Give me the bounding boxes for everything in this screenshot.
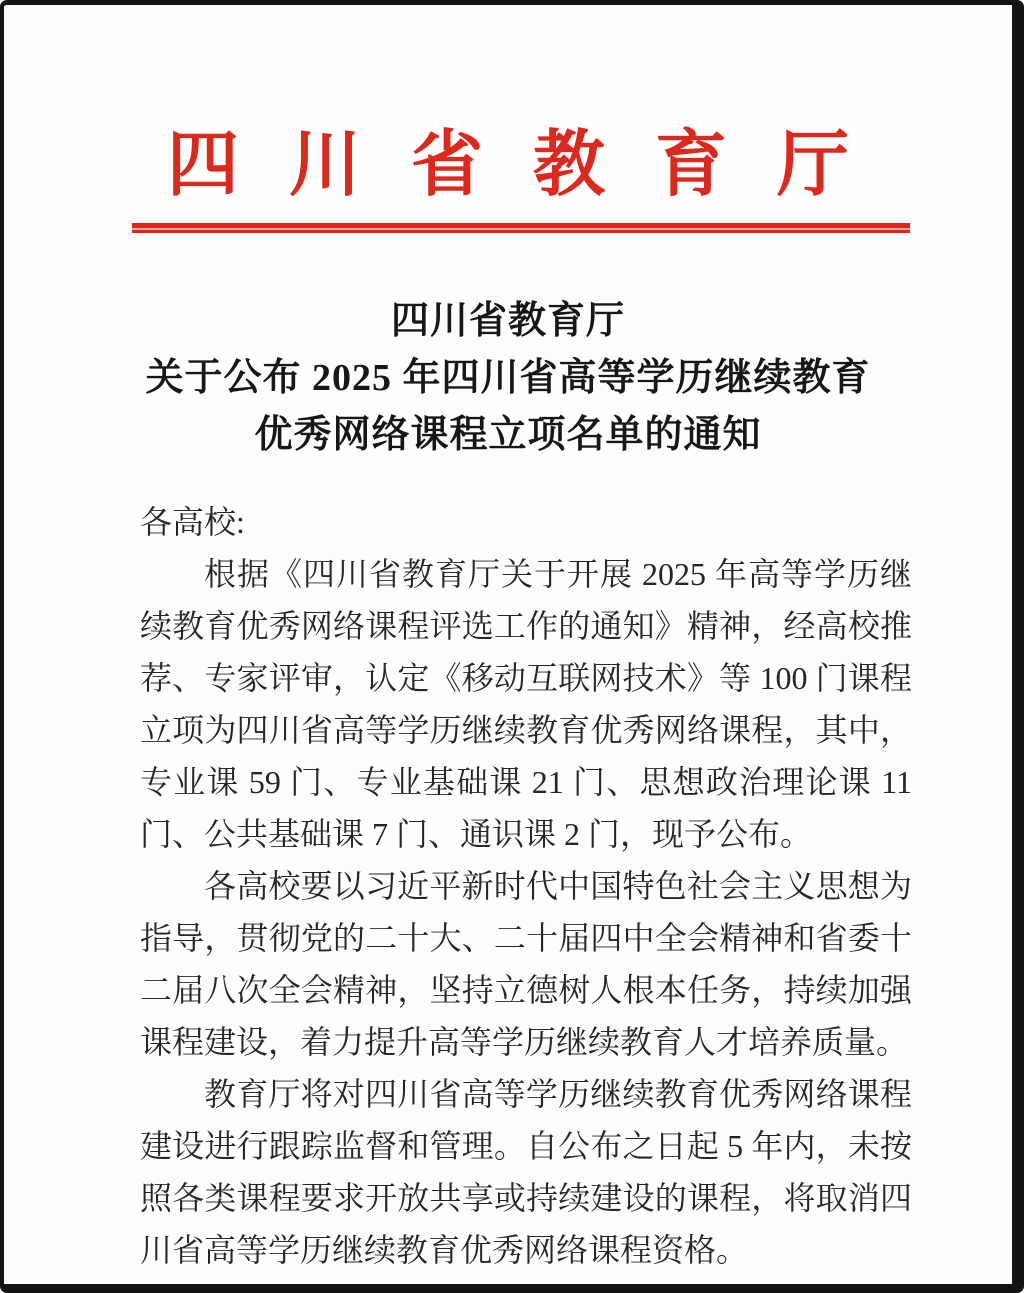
footer-divider-rule: [132, 1284, 912, 1292]
document-title-line-1: 四川省教育厅: [390, 300, 625, 342]
agency-masthead: 四川省教育厅: [166, 125, 899, 205]
document-title-line-3: 优秀网络课程立项名单的通知: [254, 414, 762, 456]
document-title-line-2: 关于公布 2025 年四川省高等学历继续教育: [145, 357, 871, 399]
body-paragraph-1: 根据《四川省教育厅关于开展 2025 年高等学历继续教育优秀网络课程评选工作的通知》精神，经高校推荐、专家评审，认定《移动互联网技术》等 100 门课程立项为四川省高等学历继续教育优秀网络课程，其中，专业课 59 门、专业基础课 21 门、思想政治理论课 11 门、公共基础课 7 门、通识课 2 门，现予公布。: [140, 556, 912, 852]
salutation-line: 各高校:: [140, 504, 245, 540]
body-paragraph-2: 各高校要以习近平新时代中国特色社会主义思想为指导，贯彻党的二十大、二十届四中全会精神和省委十二届八次全会精神，坚持立德树人根本任务，持续加强课程建设，着力提升高等学历继续教育人才培养质量。: [140, 868, 912, 1060]
masthead-divider-rule: [132, 223, 910, 233]
document-body: [140, 496, 912, 1276]
body-paragraph-3: 教育厅将对四川省高等学历继续教育优秀网络课程建设进行跟踪监督和管理。自公布之日起 5 年内，未按照各类课程要求开放共享或持续建设的课程，将取消四川省高等学历继续教育优秀网络课程资格。: [140, 1076, 912, 1268]
document-title: [4, 293, 1012, 464]
